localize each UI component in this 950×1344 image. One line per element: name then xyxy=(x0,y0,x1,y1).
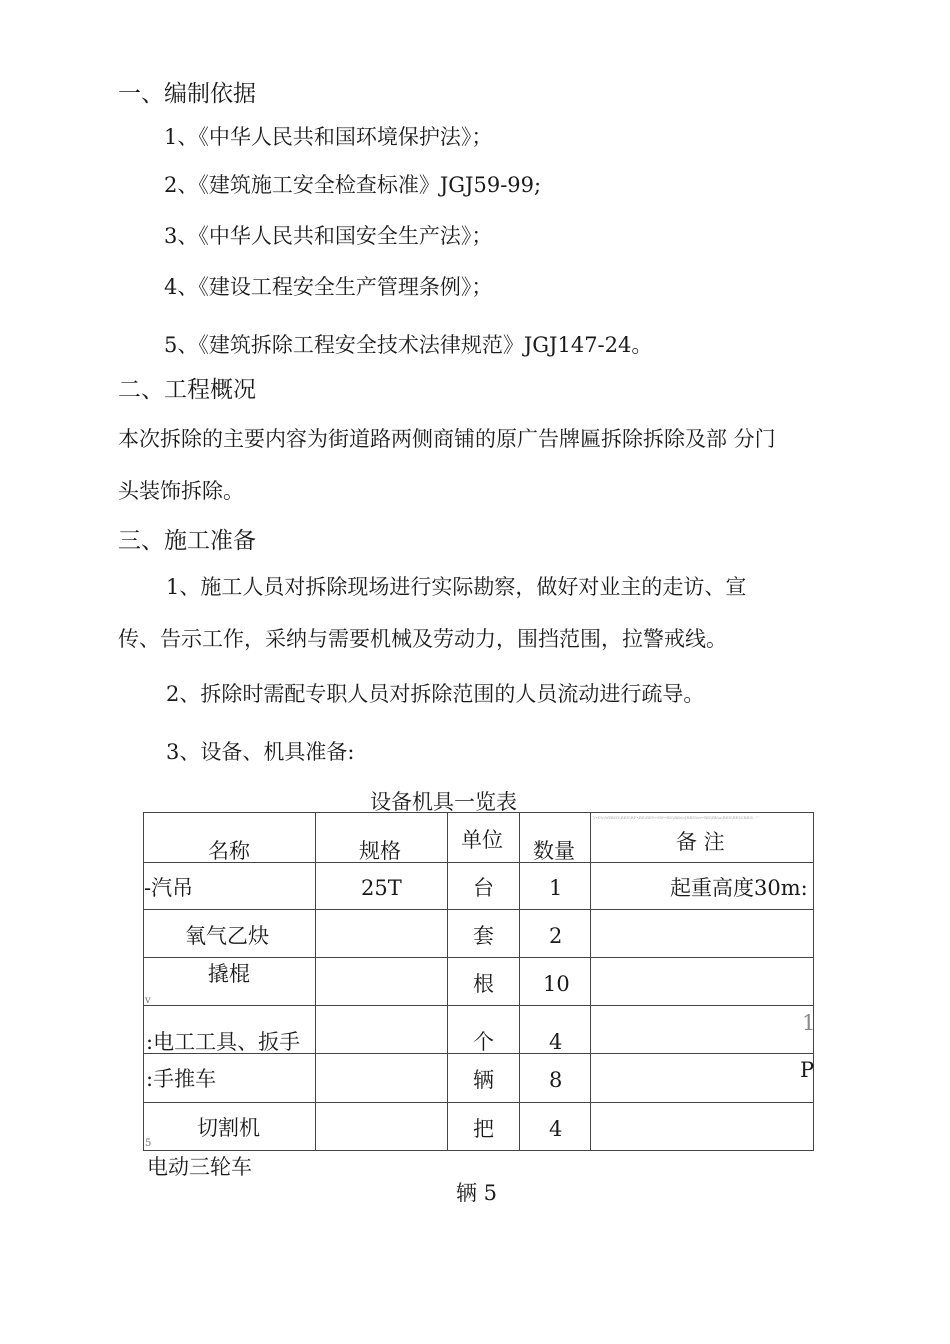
table-row-4-unit: 个 xyxy=(473,1030,494,1054)
table-row-4-name: :电工工具、扳手 xyxy=(146,1030,301,1054)
table-row-1-unit: 台 xyxy=(473,876,494,900)
overview-text-line-1: 本次拆除的主要内容为街道路两侧商铺的原广告牌匾拆除拆除及部 分门 xyxy=(118,427,776,451)
basis-item-5: 5、《建筑拆除工程安全技术法律规范》JGJ147-24。 xyxy=(164,333,653,357)
table-row-2-name: 氧气乙炔 xyxy=(185,924,269,948)
prep-text-line-1: 1、施工人员对拆除现场进行实际勘察，做好对业主的走访、宣 xyxy=(166,575,747,599)
table-row-5-qty: 8 xyxy=(549,1068,563,1092)
table-row-6-unit: 把 xyxy=(473,1117,494,1141)
section-heading-basis: 一、编制依据 xyxy=(118,81,256,107)
table-overflow-name: 电动三轮车 xyxy=(147,1155,252,1179)
overview-text-line-2: 头装饰拆除。 xyxy=(118,479,244,503)
table-overflow-unit-qty: 辆 5 xyxy=(456,1181,498,1205)
prep-text-line-2: 传、告示工作，采纳与需要机械及劳动力，围挡范围，拉警戒线。 xyxy=(118,627,727,651)
basis-item-3: 3、《中华人民共和国安全生产法》； xyxy=(164,224,493,248)
table-row-1-remark: 起重高度30m: xyxy=(670,876,808,900)
header-remark: 备 注 xyxy=(676,830,725,854)
table-row-5-remark: P xyxy=(800,1058,815,1082)
table-row-3-mark: v xyxy=(145,995,151,1006)
header-name: 名称 xyxy=(208,839,250,863)
table-row-3-name: 撬棍 xyxy=(208,962,250,986)
table-row-2-qty: 2 xyxy=(549,924,563,948)
table-row-4-remark: 1 xyxy=(802,1011,816,1035)
section-heading-overview: 二、工程概况 xyxy=(118,377,256,403)
header-qty: 数量 xyxy=(533,839,575,863)
table-row-5-name: :手推车 xyxy=(146,1067,217,1091)
table-row-4-qty: 4 xyxy=(549,1030,563,1054)
basis-item-4: 4、《建设工程安全生产管理条例》； xyxy=(164,275,493,299)
table-row-3-qty: 10 xyxy=(543,972,570,996)
table-row-6-mark: 5 xyxy=(145,1138,152,1149)
table-row-3-unit: 根 xyxy=(473,972,494,996)
basis-item-2: 2、《建筑施工安全检查标准》JGJ59-99; xyxy=(164,173,542,197)
header-unit: 单位 xyxy=(461,828,503,852)
table-row-5-unit: 辆 xyxy=(473,1068,494,1092)
section-heading-preparation: 三、施工准备 xyxy=(118,528,256,554)
prep-text-line-3: 2、拆除时需配专职人员对拆除范围的人员流动进行疏导。 xyxy=(166,682,705,706)
basis-item-1: 1、《中华人民共和国环境保护法》； xyxy=(164,125,493,149)
header-spec: 规格 xyxy=(359,839,401,863)
prep-text-line-4: 3、设备、机具准备: xyxy=(166,740,355,764)
table-row-1-spec: 25T xyxy=(361,876,402,900)
table-row-2-unit: 套 xyxy=(473,924,494,948)
equipment-table xyxy=(143,812,814,1151)
header-note: Y•E\i\WRWD\RES\RF•RE\RES•SW•RN\Rib\eJREN\ev•RN\Rb\a\RES\REN\RES\ ."' xyxy=(593,815,759,820)
table-title: 设备机具一览表 xyxy=(370,790,517,814)
table-row-6-qty: 4 xyxy=(549,1117,563,1141)
table-row-6-name: 切割机 xyxy=(197,1116,260,1140)
table-row-1-name: -汽吊 xyxy=(144,876,194,900)
table-row-1-qty: 1 xyxy=(549,876,563,900)
